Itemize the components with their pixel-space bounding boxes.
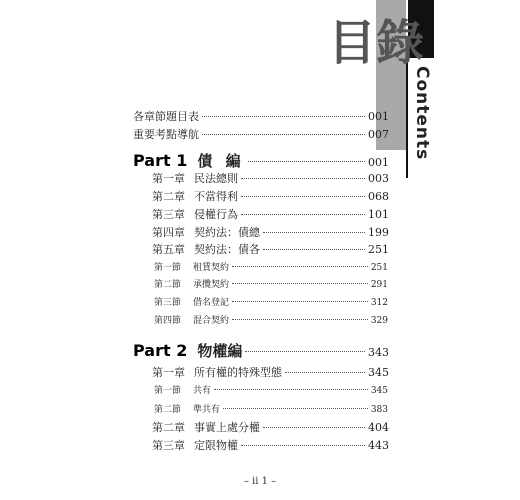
leader-dots bbox=[263, 427, 365, 428]
section-page: 312 bbox=[370, 298, 388, 308]
toc-chapter-entry[interactable] bbox=[152, 188, 389, 204]
section-page: 329 bbox=[370, 316, 388, 326]
leader-dots bbox=[202, 134, 365, 135]
part-label: Part 1 bbox=[133, 151, 188, 170]
contents-vertical-label: Contents bbox=[412, 66, 432, 161]
page-title: 目錄 bbox=[328, 15, 425, 71]
chapter-title: 契約法：債總 bbox=[194, 226, 260, 239]
chapter-title: 定限物權 bbox=[194, 439, 238, 452]
section-number: 第二節 bbox=[154, 405, 182, 415]
leader-dots bbox=[241, 214, 365, 215]
leader-dots bbox=[263, 249, 365, 250]
part-label: Part 2 bbox=[133, 341, 188, 360]
chapter-title: 侵權行為 bbox=[194, 208, 238, 221]
section-number: 第二節 bbox=[154, 280, 182, 290]
toc-entry-front-1[interactable] bbox=[133, 108, 389, 124]
leader-dots bbox=[232, 266, 368, 267]
section-page: 291 bbox=[370, 280, 388, 290]
leader-dots bbox=[232, 283, 368, 284]
toc-chapter-entry[interactable] bbox=[152, 224, 389, 240]
chapter-page: 003 bbox=[368, 172, 389, 185]
toc-section-entry[interactable] bbox=[154, 383, 388, 396]
entry-page: 007 bbox=[368, 128, 389, 141]
toc-section-entry[interactable] bbox=[154, 295, 388, 308]
leader-dots bbox=[223, 408, 368, 409]
section-title: 準共有 bbox=[193, 405, 221, 415]
chapter-number: 第二章 bbox=[152, 421, 185, 434]
leader-dots bbox=[232, 319, 368, 320]
toc-chapter-entry[interactable] bbox=[152, 364, 389, 380]
section-number: 第四節 bbox=[154, 316, 182, 326]
leader-dots bbox=[241, 445, 365, 446]
toc-entry-front-2[interactable] bbox=[133, 126, 389, 142]
part-page: 343 bbox=[368, 346, 389, 359]
leader-dots bbox=[214, 389, 368, 390]
toc-chapter-entry[interactable] bbox=[152, 241, 389, 257]
page-number-footer: – ii 1 – bbox=[243, 476, 277, 487]
part-name: 物權編 bbox=[197, 342, 243, 360]
toc-chapter-entry[interactable] bbox=[152, 419, 389, 435]
leader-dots bbox=[248, 161, 365, 162]
chapter-number: 第一章 bbox=[152, 366, 185, 379]
entry-name: 各章節題目表 bbox=[133, 110, 199, 123]
chapter-number: 第三章 bbox=[152, 208, 185, 221]
section-title: 混合契約 bbox=[193, 316, 230, 326]
chapter-title: 事實上處分權 bbox=[194, 421, 260, 434]
chapter-page: 251 bbox=[368, 243, 389, 256]
toc-section-entry[interactable] bbox=[154, 402, 388, 415]
part-page: 001 bbox=[368, 156, 389, 169]
toc-chapter-entry[interactable] bbox=[152, 437, 389, 453]
entry-name: 重要考點導航 bbox=[133, 128, 199, 141]
toc-chapter-entry[interactable] bbox=[152, 170, 389, 186]
toc-chapter-entry[interactable] bbox=[152, 206, 389, 222]
chapter-page: 404 bbox=[368, 421, 389, 434]
chapter-title: 契約法：債各 bbox=[194, 243, 260, 256]
chapter-number: 第二章 bbox=[152, 190, 185, 203]
chapter-page: 443 bbox=[368, 439, 389, 452]
part-name: 債 編 bbox=[197, 152, 245, 170]
section-title: 租賃契約 bbox=[193, 263, 230, 273]
section-page: 345 bbox=[370, 386, 388, 396]
section-title: 借名登記 bbox=[193, 298, 230, 308]
section-number: 第一節 bbox=[154, 263, 182, 273]
section-title: 共有 bbox=[193, 386, 212, 396]
toc-part-1[interactable] bbox=[133, 150, 389, 171]
toc-part-2[interactable] bbox=[133, 340, 389, 361]
chapter-title: 所有權的特殊型態 bbox=[194, 366, 282, 379]
chapter-title: 民法總則 bbox=[194, 172, 238, 185]
chapter-page: 345 bbox=[368, 366, 389, 379]
leader-dots bbox=[263, 232, 365, 233]
section-number: 第三節 bbox=[154, 298, 182, 308]
entry-page: 001 bbox=[368, 110, 389, 123]
chapter-number: 第五章 bbox=[152, 243, 185, 256]
leader-dots bbox=[202, 116, 365, 117]
leader-dots bbox=[245, 351, 365, 352]
section-title: 承攬契約 bbox=[193, 280, 230, 290]
chapter-number: 第三章 bbox=[152, 439, 185, 452]
chapter-number: 第一章 bbox=[152, 172, 185, 185]
chapter-page: 101 bbox=[368, 208, 389, 221]
leader-dots bbox=[241, 178, 365, 179]
toc-section-entry[interactable] bbox=[154, 277, 388, 290]
chapter-page: 068 bbox=[368, 190, 389, 203]
chapter-page: 199 bbox=[368, 226, 389, 239]
chapter-title: 不當得利 bbox=[194, 190, 238, 203]
vertical-rule bbox=[406, 58, 408, 178]
chapter-number: 第四章 bbox=[152, 226, 185, 239]
toc-section-entry[interactable] bbox=[154, 260, 388, 273]
section-page: 383 bbox=[370, 405, 388, 415]
leader-dots bbox=[232, 301, 368, 302]
section-page: 251 bbox=[370, 263, 388, 273]
section-number: 第一節 bbox=[154, 386, 182, 396]
leader-dots bbox=[285, 372, 365, 373]
toc-section-entry[interactable] bbox=[154, 313, 388, 326]
leader-dots bbox=[241, 196, 365, 197]
